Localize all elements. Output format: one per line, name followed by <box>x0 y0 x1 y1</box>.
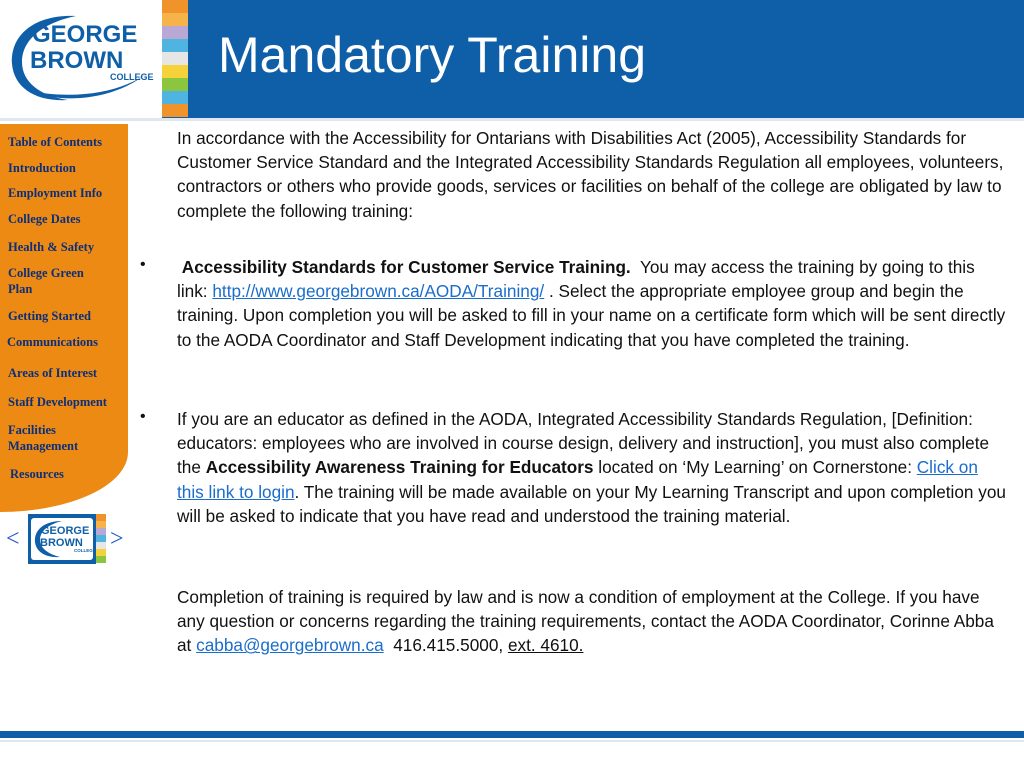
footer-bar <box>0 731 1024 738</box>
closing-paragraph <box>177 585 1007 658</box>
extension-number: ext. 4610. <box>507 635 584 656</box>
color-strip-segment <box>162 0 188 13</box>
b1-text: You may access the training by going to this link: <box>177 257 975 302</box>
next-slide-button[interactable]: > <box>110 526 124 552</box>
b2-text-2: located on ‘My Learning’ on Cornerstone: <box>598 457 912 478</box>
bullet-aoda-customer-service <box>177 255 1007 352</box>
sidebar-item-college-green-plan[interactable]: College Green Plan <box>8 266 84 296</box>
mini-strip-segment <box>96 535 106 542</box>
phone-number: 416.415.5000, <box>393 635 504 656</box>
page-title: Mandatory Training <box>218 27 647 83</box>
b2-text: If you are an educator as defined in the AODA, Integrated Accessibility Standards Regulation, [Definition: educators: employees who are involved in course design, delivery and instruction], you must also complete the <box>177 409 990 478</box>
sidebar-item-table-of-contents[interactable]: Table of Contents <box>8 135 102 149</box>
cornerstone-login-link[interactable]: Click on this link to login <box>177 457 978 502</box>
bullet-educators-training <box>177 407 1007 528</box>
color-strip-segment <box>162 104 188 117</box>
bullet-marker: • <box>140 408 146 425</box>
mini-logo-icon <box>28 514 96 564</box>
sidebar-item-resources[interactable]: Resources <box>10 467 64 481</box>
color-strip <box>162 0 188 118</box>
color-strip-segment <box>162 78 188 91</box>
sidebar-item-college-dates[interactable]: College Dates <box>8 212 81 226</box>
color-strip-segment <box>162 39 188 52</box>
aoda-training-link[interactable]: http://www.georgebrown.ca/AODA/Training/ <box>212 281 545 302</box>
svg-text:COLLEGE: COLLEGE <box>74 548 96 553</box>
sidebar-item-getting-started[interactable]: Getting Started <box>8 309 91 323</box>
color-strip-segment <box>162 52 188 65</box>
b1-text-2: . Select the appropriate employee group and begin the training. Upon completion you will be asked to fill in your name on a certificate form which will be sent directly to the AODA Coordinator and Staff Development indicating that you have completed the training. <box>177 281 1006 350</box>
color-strip-segment <box>162 65 188 78</box>
sidebar-item-employment-info[interactable]: Employment Info <box>8 186 103 200</box>
mini-color-strip <box>96 514 106 564</box>
color-strip-segment <box>162 13 188 26</box>
george-brown-logo <box>0 0 162 118</box>
logo-swoosh-icon <box>6 10 156 110</box>
footer-divider <box>0 740 1024 742</box>
training-title-bold: Accessibility Standards for Customer Service Training. <box>181 257 631 277</box>
svg-text:COLLEGE: COLLEGE <box>110 72 154 82</box>
sidebar-nav <box>0 124 128 512</box>
svg-text:GEORGE: GEORGE <box>41 525 90 537</box>
sidebar-item-areas-of-interest[interactable]: Areas of Interest <box>8 366 98 380</box>
sidebar-item-staff-development[interactable]: Staff Development <box>8 395 107 409</box>
mini-strip-segment <box>96 542 106 549</box>
sidebar-item-introduction[interactable]: Introduction <box>8 161 76 175</box>
intro-paragraph: In accordance with the Accessibility for Ontarians with Disabilities Act (2005), Accessibility Standards for Customer Service Standard and the Integrated Accessibility Standards Regulation all employees, volunteers, contractors or others who provide goods, services or facilities on behalf of the college are obligated by law to complete the following training: <box>177 128 1004 221</box>
color-strip-segment <box>162 91 188 104</box>
email-link[interactable]: cabba@georgebrown.ca <box>196 635 384 656</box>
closing-text: Completion of training is required by law and is now a condition of employment at the College. If you have any question or concerns regarding the training requirements, contact the AODA Coordinator, Corinne Abba at <box>177 587 994 656</box>
mini-strip-segment <box>96 521 106 528</box>
educators-training-bold: Accessibility Awareness Training for Educators <box>205 457 594 478</box>
bullet-marker: • <box>140 256 146 273</box>
sidebar-item-communications[interactable]: Communications <box>7 335 98 349</box>
header-banner <box>0 0 1024 118</box>
svg-text:BROWN: BROWN <box>30 47 124 74</box>
b2-text-3: . The training will be made available on your My Learning Transcript and upon completion you will be asked to indicate that you have read and understood the training material. <box>177 481 1006 526</box>
mini-strip-segment <box>96 514 106 521</box>
sidebar-item-facilities-management[interactable]: Facilities Management <box>8 423 79 453</box>
mini-strip-segment <box>96 528 106 535</box>
color-strip-segment <box>162 26 188 39</box>
mini-logo[interactable] <box>28 514 96 564</box>
svg-text:GEORGE: GEORGE <box>32 21 138 48</box>
mini-strip-segment <box>96 549 106 556</box>
sidebar-item-health-safety[interactable]: Health & Safety <box>8 240 95 254</box>
mini-strip-segment <box>96 556 106 563</box>
prev-slide-button[interactable]: < <box>6 526 20 552</box>
header-divider <box>0 118 1024 121</box>
svg-text:BROWN: BROWN <box>40 537 83 549</box>
